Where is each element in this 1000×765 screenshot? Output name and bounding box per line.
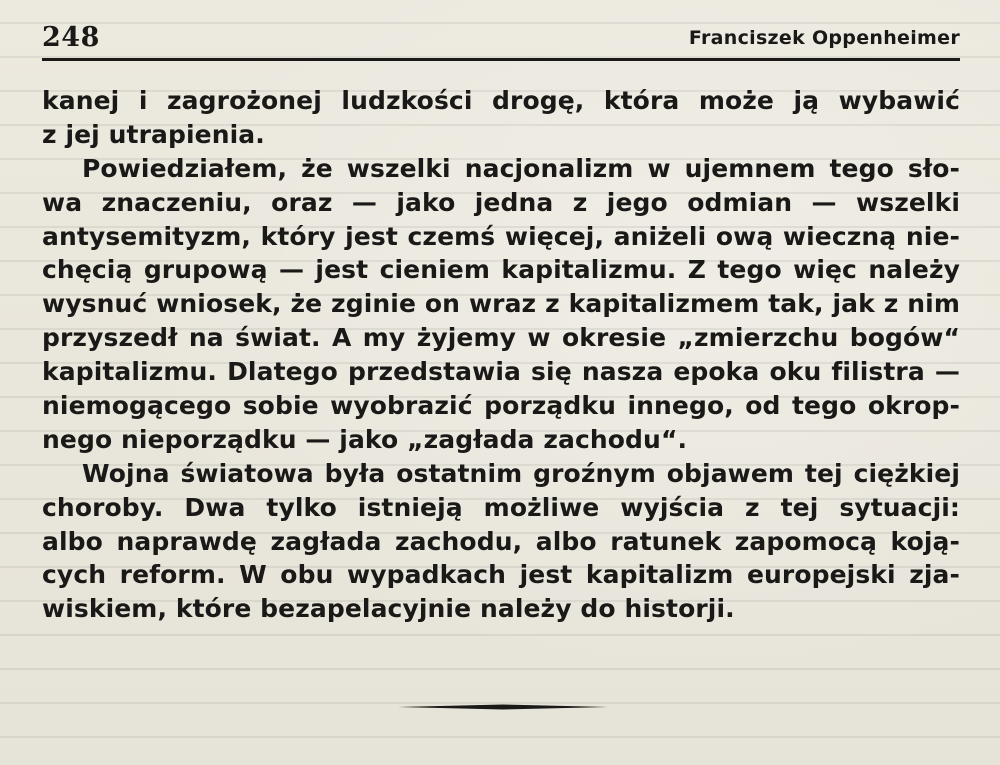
paragraph-start-line: Powiedziałem, że wszelki nacjonalizm w ujemnem tego sło-	[82, 153, 960, 183]
text-line: wa znaczeniu, oraz — jako jedna z jego odmian — wszelki	[42, 187, 960, 217]
text-line: wysnuć wniosek, że zginie on wraz z kapitalizmem tak, jak z nim	[42, 289, 960, 319]
body-text	[42, 84, 960, 626]
text-line: z jej utrapienia.	[42, 119, 265, 149]
text-line: niemogącego sobie wyobrazić porządku innego, od tego okrop-	[42, 391, 960, 421]
paragraph-start-line: Wojna światowa była ostatnim groźnym objawem tej ciężkiej	[82, 458, 960, 488]
text-line: nego nieporządku — jako „zagłada zachodu“.	[42, 424, 688, 454]
text-line: antysemityzm, który jest czemś więcej, aniżeli ową wieczną nie-	[42, 221, 960, 251]
text-line: wiskiem, które bezapelacyjnie należy do historji.	[42, 594, 735, 624]
text-line: chęcią grupową — jest cieniem kapitalizmu. Z tego więc należy	[42, 255, 960, 285]
text-line: albo naprawdę zagłada zachodu, albo ratunek zapomocą koją-	[42, 526, 960, 556]
header-rule	[42, 58, 960, 61]
page-header	[42, 22, 960, 58]
text-line: cych reform. W obu wypadkach jest kapitalizm europejski zja-	[42, 560, 960, 590]
section-end-ornament	[398, 704, 608, 710]
running-head-author: Franciszek Oppenheimer	[688, 27, 960, 49]
text-line: przyszedł na świat. A my żyjemy w okresie „zmierzchu bogów“	[42, 323, 960, 353]
text-line: kapitalizmu. Dlatego przedstawia się nasza epoka oku filistra —	[42, 357, 960, 387]
page-number: 248	[42, 22, 100, 53]
rule-ornament-icon	[398, 704, 608, 710]
text-line: kanej i zagrożonej ludzkości drogę, która może ją wybawić	[42, 86, 960, 115]
text-line: choroby. Dwa tylko istnieją możliwe wyjścia z tej sytuacji:	[42, 492, 960, 522]
